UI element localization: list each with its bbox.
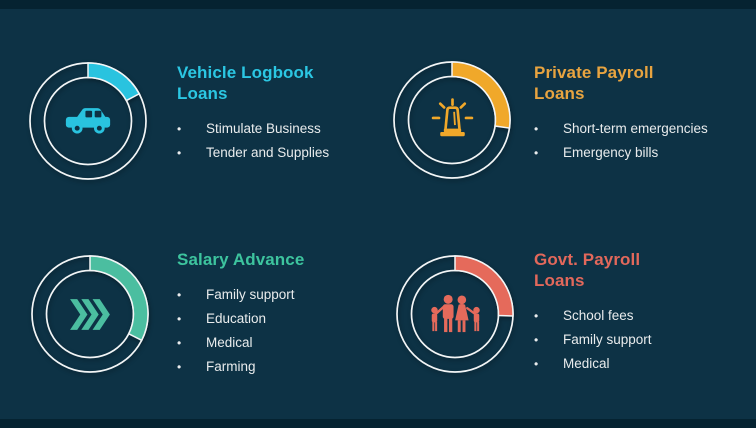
bullet-item: [177, 283, 392, 307]
donut-ring: [26, 59, 150, 183]
card-title: Govt. Payroll Loans: [534, 250, 641, 290]
donut-ring: [390, 58, 514, 182]
bullet-label: Tender and Supplies: [206, 145, 330, 160]
bullet-label: Medical: [206, 335, 253, 350]
bullet-dot: •: [534, 122, 539, 136]
card-title: Vehicle Logbook Loans: [177, 63, 314, 103]
bullet-item: [177, 307, 392, 331]
bullet-dot: •: [177, 146, 182, 160]
bullet-item: [534, 328, 749, 352]
bullet-label: Family support: [563, 332, 652, 347]
card-title: Salary Advance: [177, 250, 305, 269]
bullet-label: Education: [206, 311, 267, 326]
bullet-item: [177, 331, 392, 355]
bullet-label: Farming: [206, 359, 256, 374]
card-text-block: [177, 249, 392, 379]
family-icon: [427, 293, 484, 336]
bullet-label: School fees: [563, 308, 634, 323]
bullet-dot: •: [177, 312, 182, 326]
bullet-item: [534, 304, 749, 328]
donut-ring: [393, 252, 517, 376]
bullet-list: [534, 117, 749, 165]
triple-chevron-icon: [67, 297, 114, 332]
top-edge-strip: [0, 0, 756, 9]
bullet-dot: •: [177, 122, 182, 136]
bullet-item: [534, 117, 749, 141]
bullet-label: Emergency bills: [563, 145, 659, 160]
bullet-dot: •: [177, 336, 182, 350]
bullet-dot: •: [534, 146, 539, 160]
card-text-block: [177, 62, 392, 165]
siren-icon: [429, 97, 476, 144]
bullet-label: Short-term emergencies: [563, 121, 708, 136]
bullet-item: [534, 141, 749, 165]
bullet-item: [177, 117, 392, 141]
bullet-item: [534, 352, 749, 376]
card-title: Private Payroll Loans: [534, 63, 654, 103]
bullet-dot: •: [177, 288, 182, 302]
bullet-dot: •: [177, 360, 182, 374]
bullet-dot: •: [534, 309, 539, 323]
bullet-list: [534, 304, 749, 376]
donut-ring: [28, 252, 152, 376]
card-text-block: [534, 249, 749, 376]
car-icon: [62, 104, 114, 139]
bullet-label: Medical: [563, 356, 610, 371]
bullet-item: [177, 141, 392, 165]
bullet-list: [177, 117, 392, 165]
bullet-label: Family support: [206, 287, 295, 302]
bullet-label: Stimulate Business: [206, 121, 321, 136]
bullet-item: [177, 355, 392, 379]
bullet-list: [177, 283, 392, 379]
bullet-dot: •: [534, 333, 539, 347]
bottom-edge-strip: [0, 419, 756, 428]
bullet-dot: •: [534, 357, 539, 371]
card-text-block: [534, 62, 749, 165]
